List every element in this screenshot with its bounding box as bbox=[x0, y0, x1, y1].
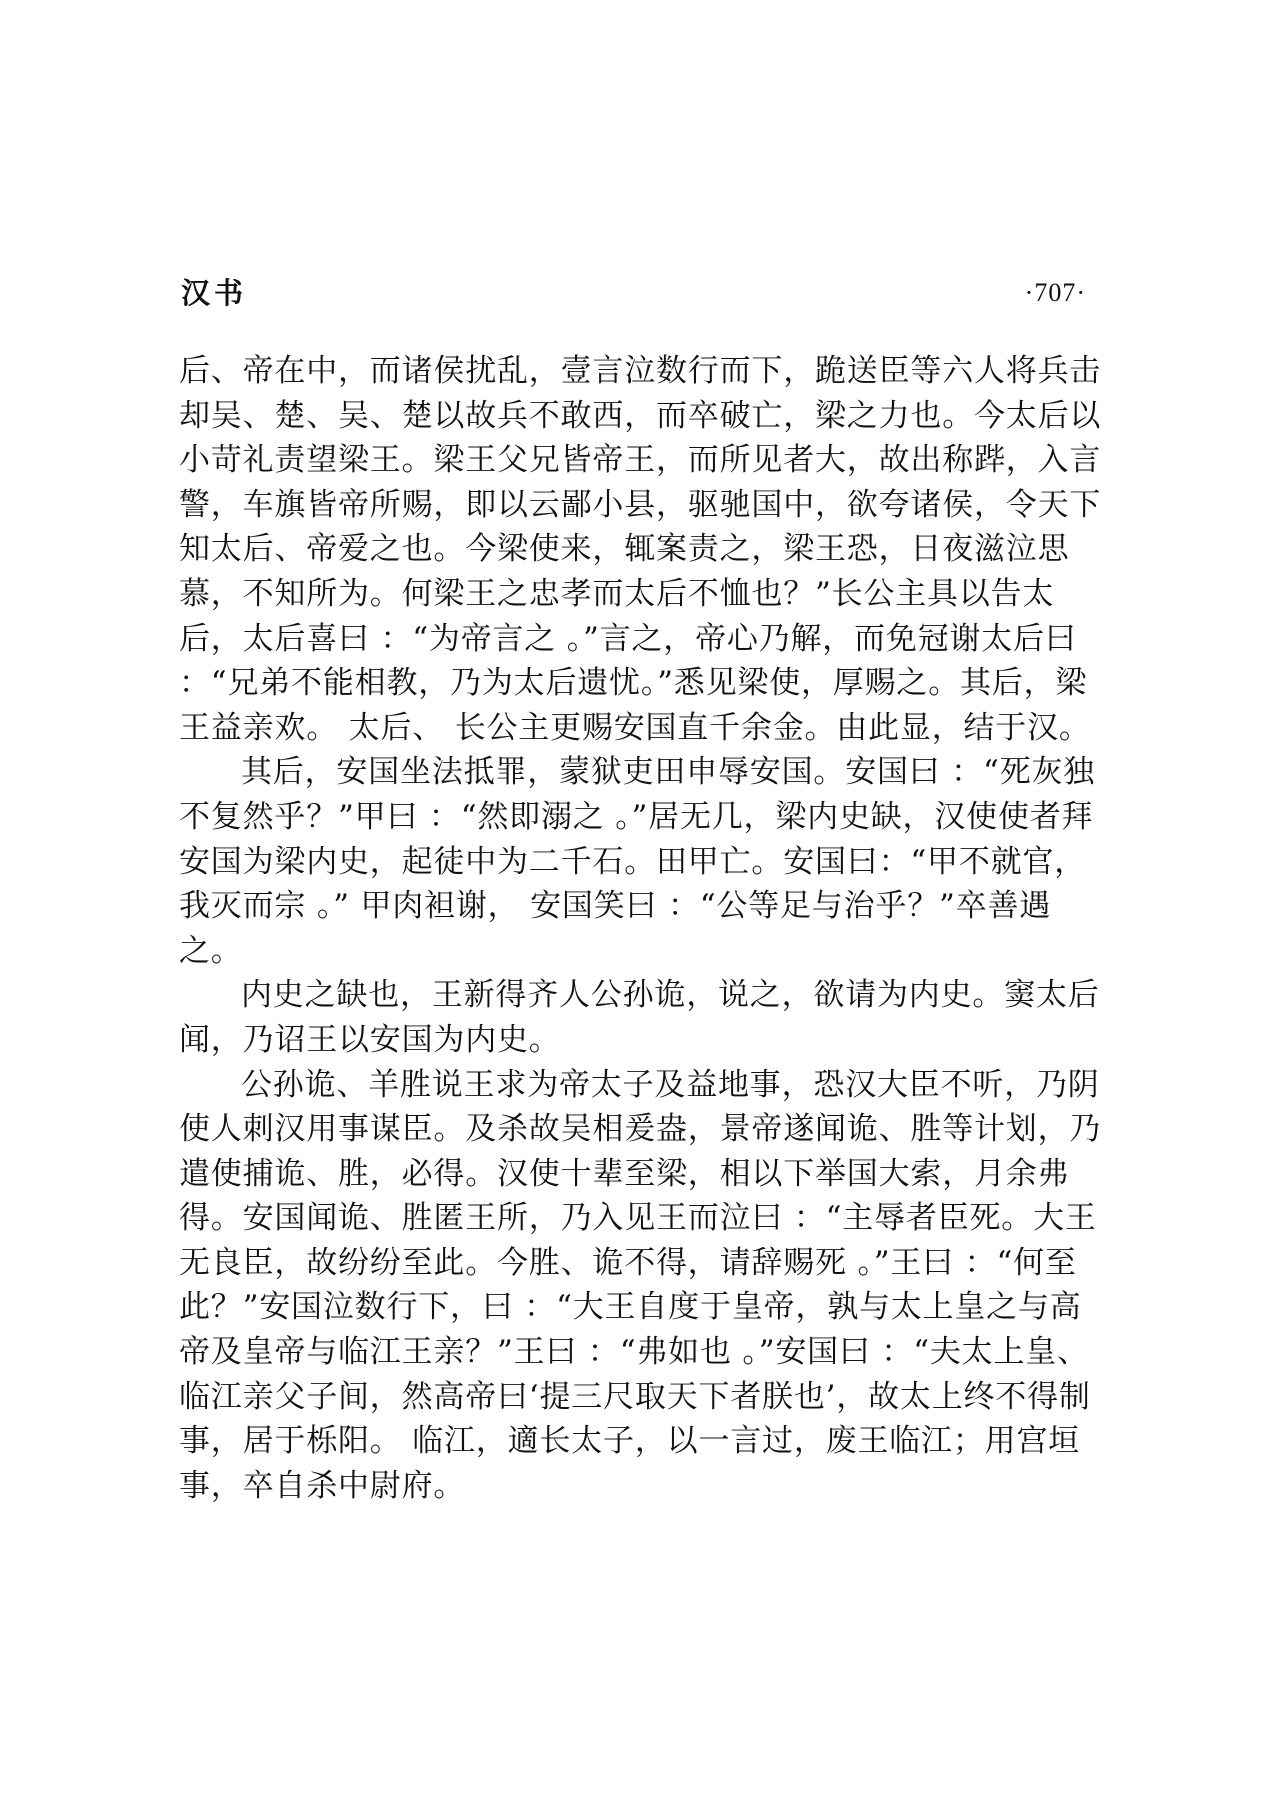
paragraph-2: 其后，安国坐法抵罪，蒙狱吏田申辱安国。安国曰 ：“死灰独不复然乎？”甲曰 ：“然即溺之 。”居无几，梁内史缺，汉使使者拜安国为梁内史，起徒中为二千石。田甲亡。安国曰：“甲不就官，我灭而宗 。” 甲肉袒谢， 安国笑曰 ：“公等足与治乎？”卒善遇之。 bbox=[179, 754, 1096, 969]
body-text bbox=[179, 349, 1109, 1508]
paragraph-4: 公孙诡、羊胜说王求为帝太子及益地事，恐汉大臣不听，乃阴使人刺汉用事谋臣。及杀故吴相爰盎，景帝遂闻诡、胜等计划，乃遣使捕诡、胜，必得。汉使十辈至梁，相以下举国大索，月余弗得。安国闻诡、胜匿王所，乃入见王而泣曰 ：“主辱者臣死。大王无良臣，故纷纷至此。今胜、诡不得，请辞赐死 。”王曰 ：“何至此？”安国泣数行下，曰 ：“大王自度于皇帝，孰与太上皇之与高帝及皇帝与临江王亲？”王曰 ：“弗如也 。”安国曰 ：“夫太上皇、临江亲父子间，然高帝曰‘提三尺取天下者朕也’，故太上终不得制事，居于栎阳。 临江，適长太子，以一言过，废王临江；用宫垣事，卒自杀中尉府。 bbox=[179, 1066, 1102, 1504]
page-header bbox=[181, 270, 1086, 316]
paragraph-3: 内史之缺也，王新得齐人公孙诡，说之，欲请为内史。窦太后闻，乃诏王以安国为内史。 bbox=[179, 977, 1100, 1058]
paragraph-1: 后、帝在中，而诸侯扰乱，壹言泣数行而下，跪送臣等六人将兵击却吴、楚、吴、楚以故兵不敢西，而卒破亡，梁之力也。今太后以小苛礼责望梁王。梁王父兄皆帝王，而所见者大，故出称跸，入言警，车旗皆帝所赐，即以云鄙小县，驱驰国中，欲夸诸侯，令天下知太后、帝爱之也。今梁使来，辄案责之，梁王恐，日夜滋泣思慕，不知所为。何梁王之忠孝而太后不恤也？”长公主具以告太后，太后喜曰 ：“为帝言之 。”言之，帝心乃解，而免冠谢太后曰 ：“兄弟不能相教，乃为太后遗忧。”悉见梁使，厚赐之。其后，梁王益亲欢。 太后、 长公主更赐安国直千余金。由此显，结于汉。 bbox=[179, 353, 1102, 746]
book-title: 汉书 bbox=[181, 276, 248, 310]
page-number: ·707· bbox=[1024, 278, 1086, 307]
